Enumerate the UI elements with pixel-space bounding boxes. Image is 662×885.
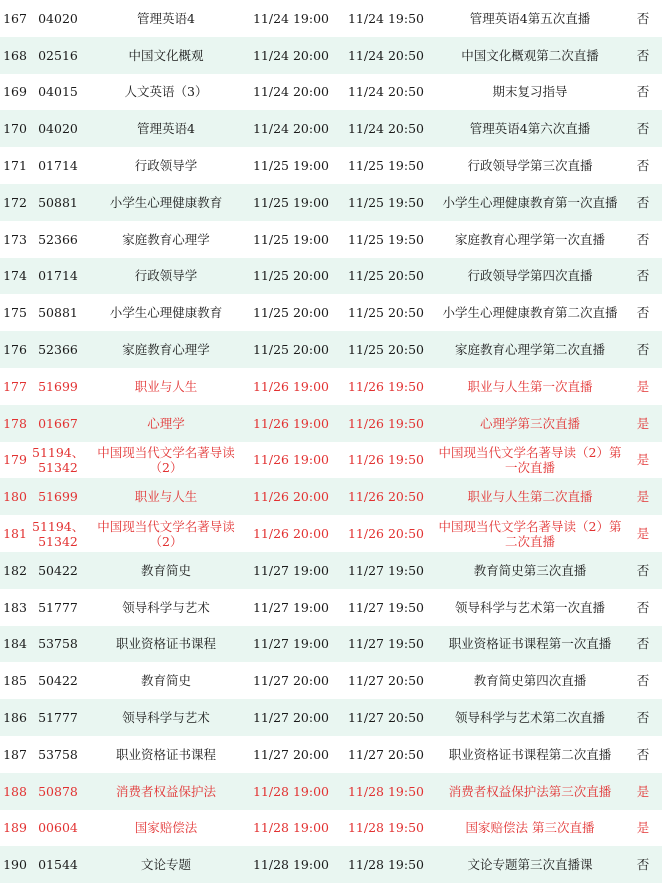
start-time: 11/26 19:00 (252, 452, 330, 468)
start-time: 11/24 20:00 (246, 37, 336, 74)
session-title: 职业与人生第一次直播 (467, 378, 593, 394)
course-name: 领导科学与艺术 (86, 699, 246, 736)
start-time: 11/27 20:00 (252, 746, 330, 762)
course-code: 51194、51342 (32, 518, 85, 549)
row-number: 190 (0, 846, 30, 883)
required-flag: 否 (624, 258, 662, 295)
table-row (0, 221, 662, 258)
course-name: 职业资格证书课程 (86, 626, 246, 663)
start-time: 11/25 19:00 (252, 231, 330, 247)
course-name: 国家赔偿法 (134, 820, 198, 836)
required-flag: 否 (624, 331, 662, 368)
row-number: 179 (3, 452, 27, 468)
table-row (0, 258, 662, 295)
course-code: 52366 (38, 231, 78, 247)
table-row (0, 368, 662, 405)
course-name: 教育简史 (86, 552, 246, 589)
course-name: 行政领导学 (86, 258, 246, 295)
session-title: 消费者权益保护法第三次直播 (436, 773, 624, 810)
required-flag: 否 (636, 673, 650, 689)
start-time: 11/25 20:00 (252, 305, 330, 321)
row-number: 188 (0, 773, 30, 810)
required-flag: 否 (636, 158, 650, 174)
table-row (0, 589, 662, 626)
required-flag: 是 (624, 478, 662, 515)
table-row (0, 736, 662, 773)
course-code: 04020 (30, 110, 86, 147)
course-code: 50881 (30, 184, 86, 221)
start-time: 11/26 20:00 (246, 478, 336, 515)
end-time: 11/27 20:50 (347, 673, 425, 689)
session-title: 中国现当代文学名著导读（2）第一次直播 (438, 444, 622, 475)
course-code: 53758 (38, 746, 78, 762)
required-flag: 否 (624, 110, 662, 147)
row-number: 169 (3, 84, 27, 100)
session-title: 职业资格证书课程第一次直播 (436, 626, 624, 663)
end-time: 11/25 20:50 (336, 331, 436, 368)
required-flag: 是 (624, 405, 662, 442)
required-flag: 否 (636, 231, 650, 247)
table-row (0, 0, 662, 37)
end-time: 11/26 20:50 (336, 478, 436, 515)
course-name: 文论专题 (86, 846, 246, 883)
end-time: 11/28 19:50 (347, 820, 425, 836)
table-row (0, 626, 662, 663)
table-row (0, 442, 662, 479)
end-time: 11/27 20:50 (336, 699, 436, 736)
end-time: 11/26 19:50 (336, 405, 436, 442)
course-code: 01667 (30, 405, 86, 442)
course-code: 04020 (38, 10, 78, 26)
required-flag: 是 (624, 773, 662, 810)
session-title: 中国文化概观第二次直播 (436, 37, 624, 74)
table-row (0, 552, 662, 589)
row-number: 168 (0, 37, 30, 74)
course-code: 53758 (30, 626, 86, 663)
course-name: 小学生心理健康教育 (109, 305, 223, 321)
required-flag: 是 (636, 378, 650, 394)
session-title: 职业与人生第二次直播 (436, 478, 624, 515)
session-title: 行政领导学第四次直播 (436, 258, 624, 295)
session-title: 中国现当代文学名著导读（2）第二次直播 (438, 518, 622, 549)
session-title: 家庭教育心理学第一次直播 (454, 231, 605, 247)
row-number: 172 (0, 184, 30, 221)
course-name: 家庭教育心理学 (122, 231, 210, 247)
start-time: 11/24 20:00 (246, 110, 336, 147)
table-row (0, 147, 662, 184)
session-title: 领导科学与艺术第二次直播 (436, 699, 624, 736)
required-flag: 否 (636, 10, 650, 26)
start-time: 11/27 19:00 (246, 626, 336, 663)
table-row (0, 846, 662, 883)
table-row (0, 699, 662, 736)
course-name: 管理英语4 (86, 110, 246, 147)
row-number: 176 (0, 331, 30, 368)
course-name: 心理学 (86, 405, 246, 442)
course-code: 50878 (30, 773, 86, 810)
required-flag: 是 (636, 820, 650, 836)
row-number: 180 (0, 478, 30, 515)
required-flag: 否 (624, 37, 662, 74)
end-time: 11/27 19:50 (336, 626, 436, 663)
end-time: 11/25 19:50 (347, 231, 425, 247)
table-row (0, 810, 662, 847)
session-title: 小学生心理健康教育第二次直播 (442, 305, 618, 321)
start-time: 11/25 19:00 (252, 158, 330, 174)
end-time: 11/27 20:50 (347, 746, 425, 762)
end-time: 11/25 20:50 (347, 305, 425, 321)
required-flag: 否 (624, 552, 662, 589)
course-code: 51777 (38, 599, 78, 615)
session-title: 教育简史第四次直播 (473, 673, 587, 689)
end-time: 11/28 19:50 (336, 846, 436, 883)
course-name: 领导科学与艺术 (122, 599, 210, 615)
required-flag: 否 (624, 699, 662, 736)
start-time: 11/26 19:00 (252, 378, 330, 394)
row-number: 171 (3, 158, 27, 174)
end-time: 11/26 19:50 (347, 452, 425, 468)
course-name: 中国现当代文学名著导读（2） (97, 518, 235, 549)
end-time: 11/26 20:50 (347, 526, 425, 542)
row-number: 185 (3, 673, 27, 689)
course-code: 51699 (38, 378, 78, 394)
end-time: 11/25 20:50 (336, 258, 436, 295)
required-flag: 否 (624, 626, 662, 663)
required-flag: 否 (636, 84, 650, 100)
end-time: 11/27 19:50 (347, 599, 425, 615)
course-code: 51699 (30, 478, 86, 515)
row-number: 170 (0, 110, 30, 147)
course-name: 消费者权益保护法 (86, 773, 246, 810)
session-title: 心理学第三次直播 (436, 405, 624, 442)
row-number: 187 (3, 746, 27, 762)
course-name: 职业与人生 (134, 378, 198, 394)
start-time: 11/25 19:00 (246, 184, 336, 221)
required-flag: 否 (636, 599, 650, 615)
row-number: 173 (3, 231, 27, 247)
required-flag: 是 (636, 452, 650, 468)
row-number: 181 (3, 526, 27, 542)
session-title: 教育简史第三次直播 (436, 552, 624, 589)
row-number: 189 (3, 820, 27, 836)
required-flag: 否 (636, 305, 650, 321)
required-flag: 否 (624, 846, 662, 883)
session-title: 管理英语4第六次直播 (436, 110, 624, 147)
table-row (0, 331, 662, 368)
required-flag: 否 (624, 184, 662, 221)
course-code: 04015 (38, 84, 78, 100)
table-row (0, 110, 662, 147)
course-code: 00604 (38, 820, 78, 836)
table-row (0, 294, 662, 331)
course-code: 02516 (30, 37, 86, 74)
row-number: 184 (0, 626, 30, 663)
session-title: 领导科学与艺术第一次直播 (454, 599, 605, 615)
row-number: 177 (3, 378, 27, 394)
start-time: 11/26 19:00 (246, 405, 336, 442)
start-time: 11/27 19:00 (246, 552, 336, 589)
end-time: 11/25 19:50 (347, 158, 425, 174)
course-name: 中国文化概观 (86, 37, 246, 74)
row-number: 167 (3, 10, 27, 26)
start-time: 11/24 20:00 (252, 84, 330, 100)
row-number: 186 (0, 699, 30, 736)
end-time: 11/24 19:50 (347, 10, 425, 26)
end-time: 11/24 20:50 (336, 110, 436, 147)
course-code: 01544 (30, 846, 86, 883)
table-row (0, 773, 662, 810)
start-time: 11/27 19:00 (252, 599, 330, 615)
session-title: 国家赔偿法 第三次直播 (465, 820, 595, 836)
table-row (0, 478, 662, 515)
end-time: 11/26 19:50 (347, 378, 425, 394)
start-time: 11/28 19:00 (246, 773, 336, 810)
course-code: 01714 (30, 258, 86, 295)
table-row (0, 74, 662, 111)
required-flag: 是 (636, 526, 650, 542)
session-title: 行政领导学第三次直播 (467, 158, 593, 174)
course-code: 50422 (38, 673, 78, 689)
course-name: 职业资格证书课程 (115, 746, 216, 762)
course-name: 行政领导学 (134, 158, 198, 174)
end-time: 11/27 19:50 (336, 552, 436, 589)
course-code: 51194、51342 (32, 444, 85, 475)
course-name: 管理英语4 (137, 10, 195, 26)
end-time: 11/24 20:50 (336, 37, 436, 74)
table-row (0, 405, 662, 442)
course-code: 50881 (38, 305, 78, 321)
start-time: 11/25 20:00 (246, 258, 336, 295)
session-title: 职业资格证书课程第二次直播 (448, 746, 612, 762)
session-title: 管理英语4第五次直播 (469, 10, 591, 26)
table-row (0, 184, 662, 221)
session-title: 小学生心理健康教育第一次直播 (436, 184, 624, 221)
course-name: 家庭教育心理学 (86, 331, 246, 368)
end-time: 11/24 20:50 (347, 84, 425, 100)
course-code: 01714 (38, 158, 78, 174)
course-code: 51777 (30, 699, 86, 736)
course-name: 职业与人生 (86, 478, 246, 515)
session-title: 期末复习指导 (492, 84, 568, 100)
start-time: 11/27 20:00 (252, 673, 330, 689)
course-name: 人文英语（3） (124, 84, 208, 100)
start-time: 11/28 19:00 (252, 820, 330, 836)
course-code: 50422 (30, 552, 86, 589)
start-time: 11/24 19:00 (252, 10, 330, 26)
course-name: 教育简史 (140, 673, 191, 689)
start-time: 11/28 19:00 (246, 846, 336, 883)
table-row (0, 37, 662, 74)
start-time: 11/25 20:00 (246, 331, 336, 368)
end-time: 11/25 19:50 (336, 184, 436, 221)
table-row (0, 662, 662, 699)
row-number: 183 (3, 599, 27, 615)
start-time: 11/27 20:00 (246, 699, 336, 736)
session-title: 文论专题第三次直播课 (436, 846, 624, 883)
row-number: 182 (0, 552, 30, 589)
required-flag: 否 (636, 746, 650, 762)
course-name: 中国现当代文学名著导读（2） (97, 444, 235, 475)
end-time: 11/28 19:50 (336, 773, 436, 810)
row-number: 178 (0, 405, 30, 442)
course-name: 小学生心理健康教育 (86, 184, 246, 221)
course-code: 52366 (30, 331, 86, 368)
session-title: 家庭教育心理学第二次直播 (436, 331, 624, 368)
start-time: 11/26 20:00 (252, 526, 330, 542)
row-number: 175 (3, 305, 27, 321)
row-number: 174 (0, 258, 30, 295)
table-row (0, 515, 662, 552)
